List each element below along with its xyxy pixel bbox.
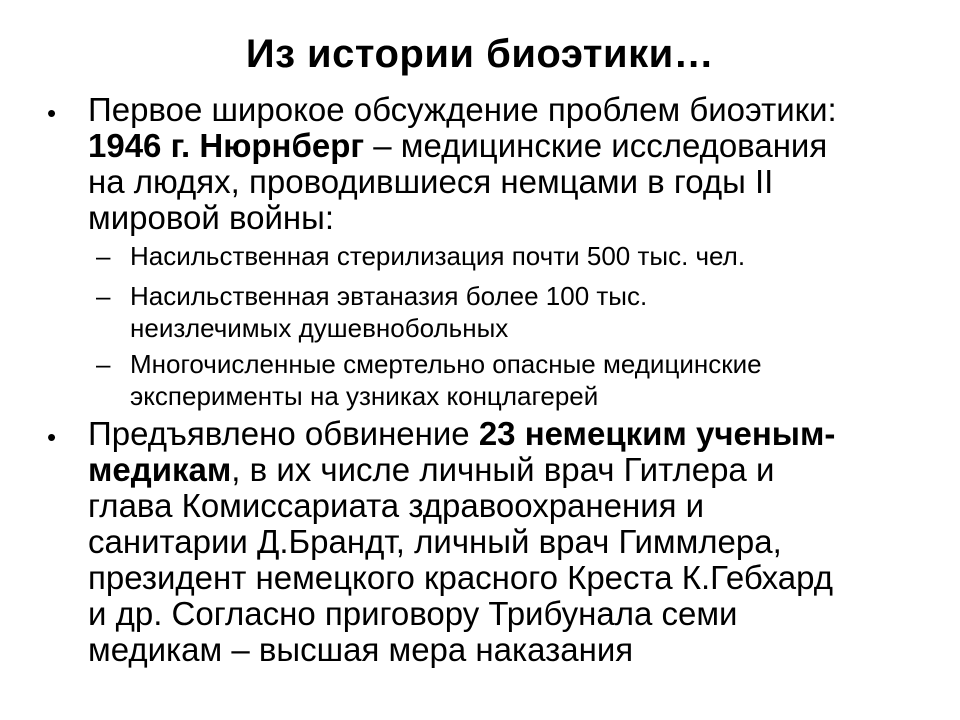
slide-title: Из истории биоэтики… [245, 32, 715, 76]
bullet-line: и др. Согласно приговору Трибунала семи [88, 595, 738, 632]
bullet-line: на людях, проводившиеся немцами в годы II [88, 163, 774, 200]
bullet-line: медикам – высшая мера наказания [88, 631, 634, 668]
bullet-line [88, 452, 948, 488]
dash-marker: – [96, 349, 111, 379]
sub-line: Насильственная эвтаназия более 100 тыс. [130, 281, 648, 311]
sub-line: неизлечимых душевнобольных [130, 313, 509, 343]
dash-marker: – [96, 241, 111, 271]
bold-text: 1946 г. Нюрнберг [88, 127, 365, 164]
bullet-item-nuremberg [88, 92, 948, 236]
bullet-marker: • [47, 422, 57, 452]
text: – медицинские исследования [364, 127, 828, 164]
bullet-line: санитарии Д.Брандт, личный врач Гиммлера, [88, 523, 782, 560]
bullet-line [88, 416, 948, 452]
bold-text: медикам [88, 451, 232, 488]
sub-item-euthanasia [130, 280, 930, 344]
bullet-line: президент немецкого красного Креста К.Гебхард [88, 559, 833, 596]
sub-item-experiments [130, 348, 930, 412]
sub-line: Насильственная стерилизация почти 500 тыс. чел. [130, 241, 746, 271]
sub-line: Многочисленные смертельно опасные медицинские [130, 349, 762, 379]
bullet-line: Первое широкое обсуждение проблем биоэтики: [88, 91, 837, 128]
dash-marker: – [96, 281, 111, 311]
bullet-line [88, 128, 948, 164]
sub-item-sterilization [130, 240, 930, 272]
bold-text: 23 немецким ученым- [478, 415, 836, 452]
bullet-line: мировой войны: [88, 199, 335, 236]
bullet-line: глава Комиссариата здравоохранения и [88, 487, 705, 524]
sub-line: эксперименты на узниках концлагерей [130, 381, 599, 411]
bullet-item-indictment [88, 416, 948, 668]
text: Предъявлено обвинение [88, 415, 479, 452]
text: , в их числе личный врач Гитлера и [231, 451, 775, 488]
bullet-marker: • [47, 98, 57, 128]
